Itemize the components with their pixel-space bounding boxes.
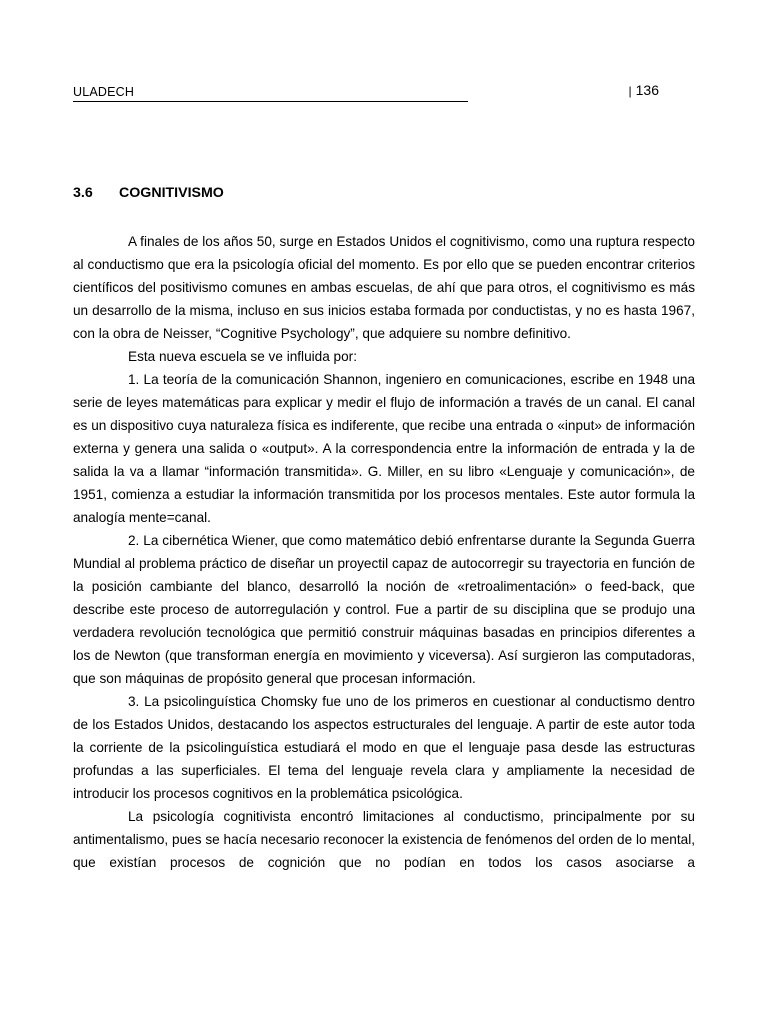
paragraph-limitations: La psicología cognitivista encontró limitaciones al conductismo, principalmente por su antimentalismo, pues se hacía necesario reconocer la existencia de fenómenos del orden de lo mental, que existían procesos de cognición que no podían en todos los casos asociarse a: [73, 809, 695, 870]
header-rule: [73, 101, 468, 102]
section-number: 3.6: [73, 185, 93, 201]
section-title: COGNITIVISMO: [119, 185, 224, 201]
paragraph-wiener: 2. La cibernética Wiener, que como matemático debió enfrentarse durante la Segunda Guerra Mundial al problema práctico de diseñar un proyectil capaz de autocorregir su trayectoria en función de la posición cambiante del blanco, desarrolló la noción de «retroalimentación» o feed-back, que describe este proceso de autorregulación y control. Fue a partir de su disciplina que se produjo una verdadera revolución tecnológica que permitió construir máquinas basadas en principios diferentes a los de Newton (que transforman energía en movimiento y viceversa). Así surgieron las computadoras, que son máquinas de propósito general que procesan información.: [73, 533, 695, 686]
header-page-number-block: [629, 82, 659, 98]
paragraph-influences-lead: Esta nueva escuela se ve influida por:: [128, 349, 357, 364]
paragraph-shannon: 1. La teoría de la comunicación Shannon, ingeniero en comunicaciones, escribe en 1948 una serie de leyes matemáticas para explicar y medir el flujo de información a través de un canal. El canal es un dispositivo cuya naturaleza física es indiferente, que recibe una entrada o «input» de información externa y genera una salida o «output». A la correspondencia entre la información de entrada y la de salida la va a llamar “información transmitida». G. Miller, en su libro «Lenguaje y comunicación», de 1951, comienza a estudiar la información transmitida por los procesos mentales. Este autor formula la analogía mente=canal.: [73, 372, 695, 525]
paragraph-chomsky: 3. La psicolinguística Chomsky fue uno de los primeros en cuestionar al conductismo dentro de los Estados Unidos, destacando los aspectos estructurales del lenguaje. A partir de este autor toda la corriente de la psicolinguística estudiará el modo en que el lenguaje pasa desde las estructuras profundas a las superficiales. El tema del lenguaje revela clara y ampliamente la necesidad de introducir los procesos cognitivos en la problemática psicológica.: [73, 694, 695, 801]
page-header: [73, 82, 659, 104]
body-text: [73, 230, 695, 874]
header-separator: |: [628, 84, 632, 98]
paragraph-intro: A finales de los años 50, surge en Estados Unidos el cognitivismo, como una ruptura respecto al conductismo que era la psicología oficial del momento. Es por ello que se pueden encontrar criterios científicos del positivismo comunes en ambas escuelas, de ahí que para otros, el cognitivismo es más un desarrollo de la misma, incluso en sus inicios estaba formada por conductistas, y no es hasta 1967, con la obra de Neisser, “Cognitive Psychology”, que adquiere su nombre definitivo.: [73, 234, 695, 341]
page-number: 136: [635, 82, 659, 98]
header-institution: ULADECH: [73, 85, 135, 99]
section-heading: [73, 185, 224, 201]
